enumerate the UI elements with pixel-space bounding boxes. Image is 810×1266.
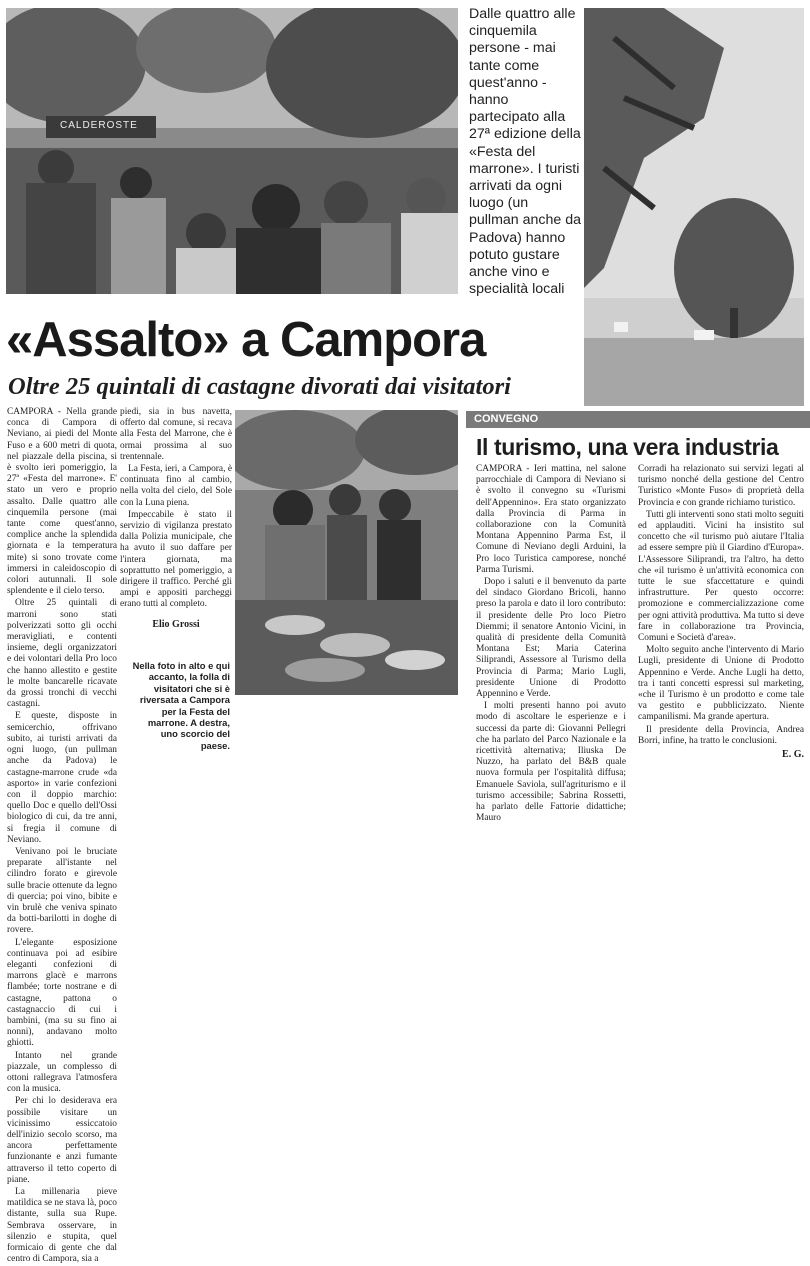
paragraph: Molto seguito anche l'intervento di Mario Lugli, presidente di Unione di Prodotto Appennino e Verde. Anche Lugli ha detto, tra i tanti concetti espressi sul marketing, «che il Turismo è un prodotto e come tale va gestito e pubblicizzato. Niente campanilismi. Ma grande apertura.	[638, 645, 804, 723]
paragraph: I molti presenti hanno poi avuto modo di ascoltare le esperienze e i successi da parte di: Giovanni Pellegri che ha parlato del Parco Nazionale e la ricettività alternativa; Iliuska De Nuzzo, ha parlato del B&B quale nuova formula per l'ospitalità diffusa; Emanuele Saviola, sull'agriturismo e il turismo accessibile; Sabrina Rossetti, ha parlato delle Fattorie didattiche; Mauro	[476, 701, 626, 824]
author-initials: E. G.	[782, 749, 804, 761]
paragraph: piedi, sia in bus navetta, offerto dal comune, si recava alla Festa del Marrone, che è ormai prossima al suo trentennale.	[120, 407, 232, 462]
paragraph: La Festa, ieri, a Campora, è continuata fino al cambio, nella volta del cielo, del Sole con la Luna piena.	[120, 464, 232, 508]
article-column-1	[7, 407, 117, 1266]
paragraph: Per chi lo desiderava era possibile visitare un vicinissimo essiccatoio dell'inizio secolo scorso, ma ancora perfettamente funzionante e anzi fumante attraverso il tetto coperto di piane.	[7, 1096, 117, 1185]
paragraph: Oltre 25 quintali di marroni sono stati polverizzati sotto gli occhi meravigliati, e contenti insieme, degli organizzatori e dei volontari della Pro loco che hanno allestito e gestite le molte bancarelle ricavate da grossi tronchi di vecchi castagni.	[7, 598, 117, 710]
paragraph: Impeccabile è stato il servizio di vigilanza prestato dalla Polizia municipale, che ha avuto il suo daffare per l'intera giornata, ma soprattutto nel pomeriggio, a dirigere il traffico. Perché gli ampi e appositi parcheggi erano tutti al completo.	[120, 509, 232, 610]
subheadline: Oltre 25 quintali di castagne divorati dai visitatori	[8, 373, 511, 400]
convegno-column-1	[476, 464, 626, 826]
section-tag: CONVEGNO	[466, 411, 810, 428]
landscape-photo	[584, 8, 804, 406]
headline: «Assalto» a Campora	[6, 313, 486, 367]
paragraph: Il presidente della Provincia, Andrea Borri, infine, ha tratto le conclusioni.	[638, 724, 804, 746]
paragraph: Corradi ha relazionato sui servizi legati al turismo nonché della gestione del Centro Turistico «Monte Fuso» di proprietà della Provincia e con grande richiamo turistico.	[638, 464, 804, 508]
paragraph: Venivano poi le bruciate preparate all'istante nel cilindro forato e girevole sulle bracie ottenute da legno di quercia; poi vino, bibite e vin brulè che veniva spinato da botti-barilotti in doghe di rovere.	[7, 846, 117, 936]
article-column-2	[120, 407, 232, 630]
market-photo	[235, 410, 458, 695]
crowd-photo	[6, 8, 458, 294]
paragraph: Intanto nel grande piazzale, un complesso di ottoni rallegrava l'atmosfera con la musica.	[7, 1050, 117, 1095]
paragraph: L'elegante esposizione continuava poi ad esibire eleganti confezioni di marrons glacè e marrons flambée; torte nostrane e di castagne, pattona o castagnaccio di cui i bambini, (ma su su fino ai nonni), andavano molto ghiotti.	[7, 937, 117, 1049]
intro-text: Dalle quattro alle cinquemila persone - mai tante come quest'anno - hanno partecipato alla 27ª edizione della «Festa del marrone». I turisti arrivati da ogni luogo (un pullman anche da Padova) hanno potuto gustare anche vino e specialità locali	[469, 6, 582, 298]
paragraph: CAMPORA - Nella grande conca di Campora di Neviano, ai piedi del Monte Fuso e a 600 metri di quota, nel piazzale della piscina, si è svolto ieri pomeriggio, la 27ª «Festa del marrone». E' stato un vero e proprio assalto. Dalle quattro alle cinquemila persone (mai tante come quest'anno, complice anche la splendida giornata e la temperatura mite) si sono trovate come immersi in caleidoscopio di colori autunnali. Il sole splendente e il cielo terso.	[7, 407, 117, 597]
paragraph: La millenaria pieve matildica se ne stava là, poco distante, sulla sua Rupe. Sembrava osservare, in silenzio e stupita, quel formicaio di gente che dal centro di Campora, sia a	[7, 1187, 117, 1265]
paragraph: Tutti gli interventi sono stati molto seguiti ed applauditi. Vicini ha insistito sul concetto che «il turismo può aiutare l'Italia ad essere sempre più il Giardino d'Europa». L'Assessore Siliprandi, tra l'altro, ha detto che «il turismo è un'attività economica con tutte le sue sfaccettature e quindi infrastrutture. Per questo occorre: promozione e commercializzazione come per ogni attività produttiva. Ma tutto si deve fare in collaborazione tra Provincia, Comuni e Società d'area».	[638, 509, 804, 644]
paragraph: Dopo i saluti e il benvenuto da parte del sindaco Giordano Bricoli, hanno preso la parola e dato il loro contributo: il presidente delle Pro loco Pietro Diemmi; il senatore Antonio Vicini, in qualità di presidente della Comunità Montana Est; Maria Caterina Siliprandi, Assessore al Turismo della Provincia di Parma; Mario Lugli, presidente Unione di Prodotto Appennino e Verde.	[476, 577, 626, 700]
paragraph: CAMPORA - Ieri mattina, nel salone parrocchiale di Campora di Neviano si è svolto il convegno su «Turismi dell'Appennino». Era stato organizzato dalla Provincia di Parma in collaborazione con la Comunità Montana Appennino Parma Est, il Comune di Neviano degli Arduini, la Pro loco Turistica camporese, nonché Parma Turismi.	[476, 464, 626, 575]
photo-caption: Nella foto in alto e qui accanto, la folla di visitatori che si è riversata a Campora per la Festa del marrone. A destra, uno scorcio del paese.	[132, 660, 230, 751]
paragraph: E queste, disposte in semicerchio, offrivano subito, ai turisti arrivati da ogni luogo, (un pullman anche da Padova) le castagne-marrone crude «da asporto» in varie confezioni con il doppio marchio: quello Doc e quello dell'Ossi biologico di cui, da tre anni, si fregia il comune di Neviano.	[7, 711, 117, 845]
sign-text: CALDEROSTE	[60, 120, 138, 131]
convegno-title: Il turismo, una vera industria	[476, 434, 779, 460]
author-byline: Elio Grossi	[152, 618, 200, 630]
convegno-column-2	[638, 464, 804, 760]
